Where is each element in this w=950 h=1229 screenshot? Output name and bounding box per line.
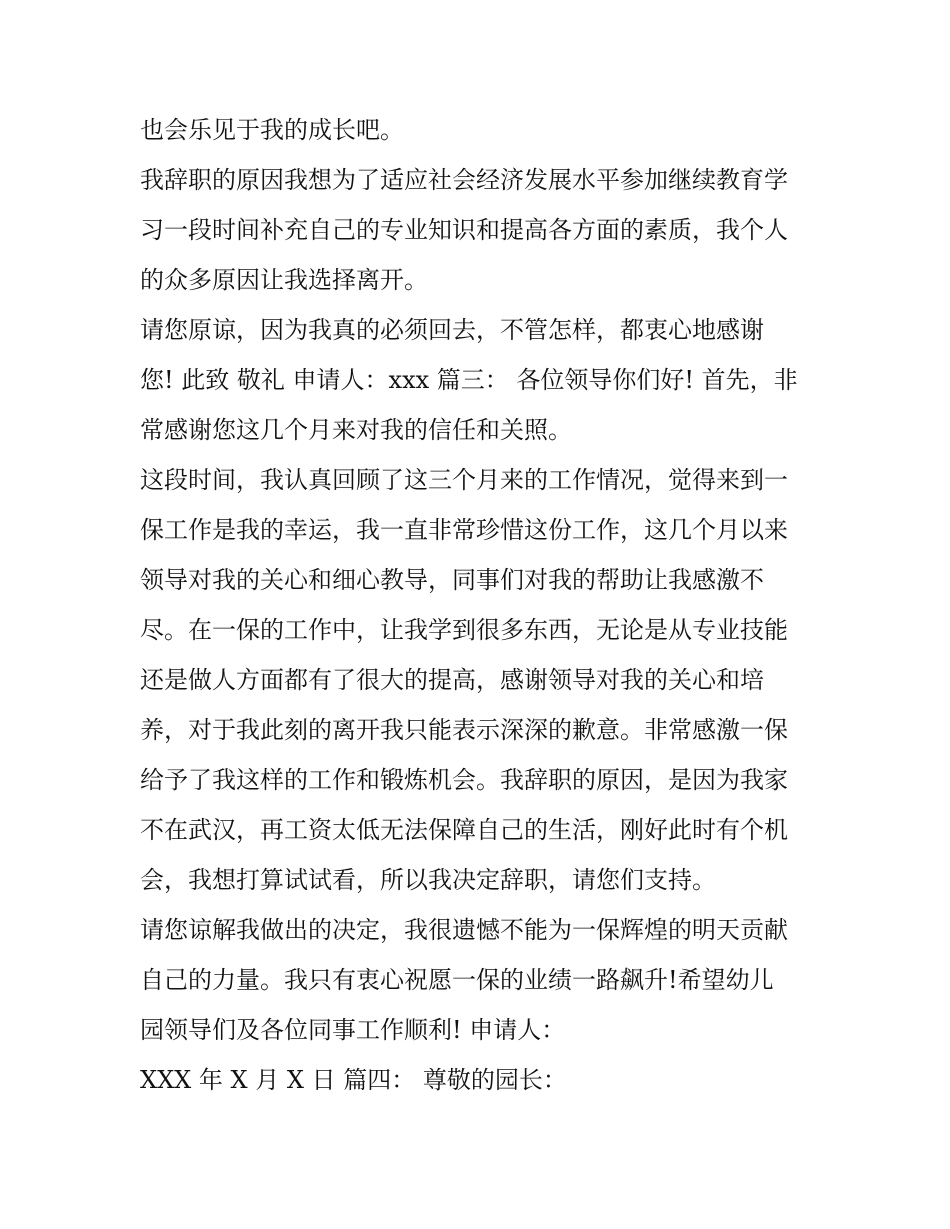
text-line: 还是做人方面都有了很大的提高，感谢领导对我的关心和培 xyxy=(140,666,764,694)
text-line: 给予了我这样的工作和锻炼机会。我辞职的原因，是因为我家 xyxy=(140,766,788,794)
text-line: 园领导们及各位同事工作顺利! 申请人： xyxy=(140,1016,566,1044)
text-line: 常感谢您这几个月来对我的信任和关照。 xyxy=(140,416,572,444)
text-line: 的众多原因让我选择离开。 xyxy=(140,266,428,294)
text-line: 这段时间，我认真回顾了这三个月来的工作情况，觉得来到一 xyxy=(140,466,788,494)
text-line: 领导对我的关心和细心教导，同事们对我的帮助让我感激不 xyxy=(140,566,764,594)
text-line: 会，我想打算试试看，所以我决定辞职，请您们支持。 xyxy=(140,866,716,894)
text-line: 习一段时间补充自己的专业知识和提高各方面的素质，我个人 xyxy=(140,216,788,244)
text-line: 保工作是我的幸运，我一直非常珍惜这份工作，这几个月以来 xyxy=(140,516,788,544)
text-line: 养，对于我此刻的离开我只能表示深深的歉意。非常感激一保 xyxy=(140,716,788,744)
text-line: 请您原谅，因为我真的必须回去，不管怎样，都衷心地感谢 xyxy=(140,316,764,344)
text-line: 自己的力量。我只有衷心祝愿一保的业绩一路飙升!希望幼儿 xyxy=(140,966,774,994)
text-line: 也会乐见于我的成长吧。 xyxy=(140,116,404,144)
text-line: XXX 年 X 月 X 日 篇四： 尊敬的园长： xyxy=(140,1066,567,1094)
text-line: 我辞职的原因我想为了适应社会经济发展水平参加继续教育学 xyxy=(140,166,788,194)
text-line: 不在武汉，再工资太低无法保障自己的生活，刚好此时有个机 xyxy=(140,816,788,844)
text-line: 尽。在一保的工作中，让我学到很多东西，无论是从专业技能 xyxy=(140,616,788,644)
text-line: 您! 此致 敬礼 申请人：xxx 篇三： 各位领导你们好! 首先，非 xyxy=(140,366,798,394)
text-line: 请您谅解我做出的决定，我很遗憾不能为一保辉煌的明天贡献 xyxy=(140,916,788,944)
